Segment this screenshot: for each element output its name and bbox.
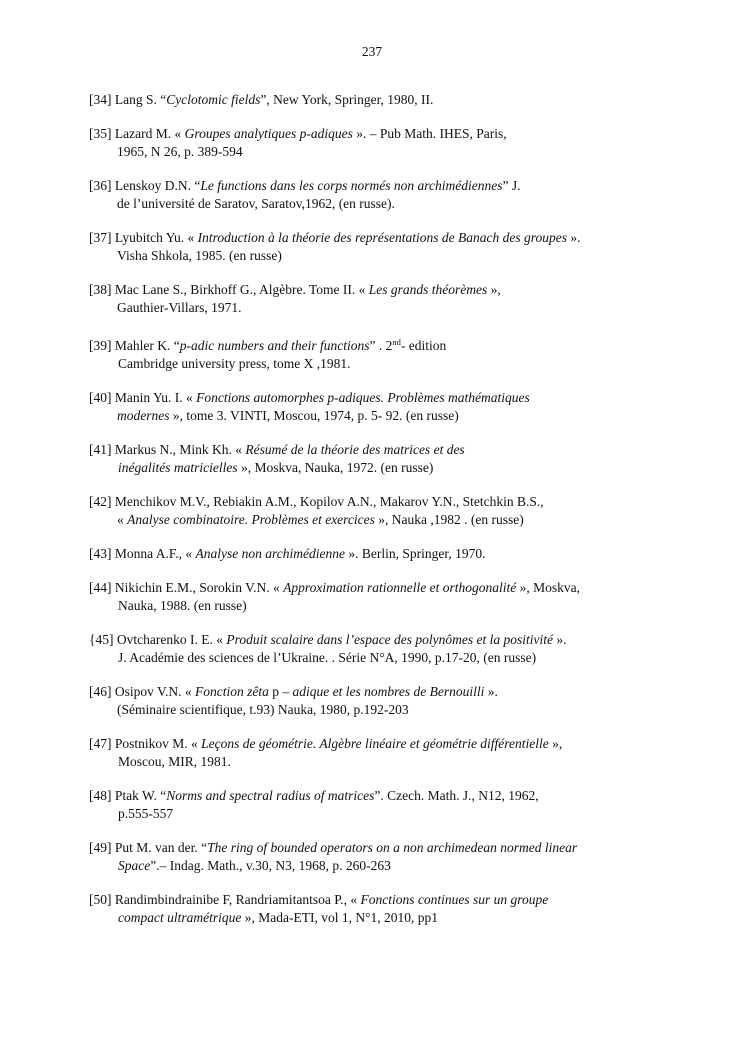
reference-line bbox=[89, 355, 689, 373]
reference-text: », Mada-ETI, vol 1, N°1, 2010, pp1 bbox=[241, 910, 438, 925]
reference-text: [35] Lazard M. « bbox=[89, 126, 185, 141]
reference-text: Gauthier-Villars, 1971. bbox=[117, 300, 242, 315]
reference-line bbox=[89, 459, 689, 477]
reference-text: 1965, N 26, p. 389-594 bbox=[117, 144, 243, 159]
reference-line bbox=[89, 787, 689, 805]
reference-line bbox=[89, 229, 689, 247]
reference-line bbox=[89, 333, 689, 355]
reference-entry-39 bbox=[89, 333, 689, 373]
reference-entry-49 bbox=[89, 839, 689, 875]
reference-text: [42] Menchikov M.V., Rebiakin A.M., Kopilov A.N., Makarov Y.N., Stetchkin B.S., bbox=[89, 494, 544, 509]
reference-text: p.555-557 bbox=[118, 806, 174, 821]
reference-line bbox=[89, 389, 689, 407]
reference-text: ” J. bbox=[502, 178, 521, 193]
reference-text: [44] Nikichin E.M., Sorokin V.N. « bbox=[89, 580, 284, 595]
reference-text: », bbox=[487, 282, 501, 297]
reference-line bbox=[89, 891, 689, 909]
reference-line bbox=[89, 247, 689, 265]
reference-entry-37 bbox=[89, 229, 689, 265]
reference-text: », Moskva, Nauka, 1972. (en russe) bbox=[237, 460, 434, 475]
reference-entry-41 bbox=[89, 441, 689, 477]
reference-text: [36] Lenskoy D.N. “ bbox=[89, 178, 201, 193]
reference-title-text: p-adic numbers and their functions bbox=[179, 338, 370, 353]
reference-text: », Nauka ,1982 . (en russe) bbox=[374, 512, 524, 527]
reference-title-text: Le functions dans les corps normés non archimédiennes bbox=[200, 178, 503, 193]
reference-text: [39] Mahler K. “ bbox=[89, 338, 180, 353]
reference-title-text: Introduction à la théorie des représentations de Banach des groupes bbox=[197, 230, 567, 245]
reference-title-text: inégalités matricielles bbox=[118, 460, 238, 475]
reference-text: nd bbox=[392, 337, 401, 347]
reference-title-text: The ring of bounded operators on a non archimedean normed linear bbox=[207, 840, 578, 855]
reference-text: ” . 2 bbox=[369, 338, 393, 353]
reference-title-text: Cyclotomic fields bbox=[166, 92, 261, 107]
reference-line bbox=[89, 545, 689, 563]
reference-title-text: Analyse non archimédienne bbox=[195, 546, 346, 561]
reference-title-text: Les grands théorèmes bbox=[368, 282, 488, 297]
reference-text: Nauka, 1988. (en russe) bbox=[118, 598, 247, 613]
reference-text: », tome 3. VINTI, Moscou, 1974, p. 5- 92. (en russe) bbox=[169, 408, 459, 423]
reference-text: [41] Markus N., Mink Kh. « bbox=[89, 442, 246, 457]
reference-text: [38] Mac Lane S., Birkhoff G., Algèbre. Tome II. « bbox=[89, 282, 369, 297]
reference-line bbox=[89, 195, 689, 213]
reference-text: ». bbox=[484, 684, 498, 699]
reference-entry-48 bbox=[89, 787, 689, 823]
reference-text: p – bbox=[272, 684, 293, 699]
reference-line bbox=[89, 299, 689, 317]
reference-entry-44 bbox=[89, 579, 689, 615]
reference-text: Visha Shkola, 1985. (en russe) bbox=[117, 248, 282, 263]
reference-text: [49] Put M. van der. “ bbox=[89, 840, 208, 855]
reference-line bbox=[89, 649, 689, 667]
reference-entry-50 bbox=[89, 891, 689, 927]
reference-entry-34 bbox=[89, 91, 689, 109]
reference-text: {45] Ovtcharenko I. E. « bbox=[89, 632, 227, 647]
reference-line bbox=[89, 735, 689, 753]
reference-text: », bbox=[548, 736, 563, 751]
reference-text: ”, New York, Springer, 1980, II. bbox=[260, 92, 434, 107]
reference-text: [40] Manin Yu. I. « bbox=[89, 390, 197, 405]
reference-entry-36 bbox=[89, 177, 689, 213]
reference-entry-47 bbox=[89, 735, 689, 771]
reference-text: [48] Ptak W. “ bbox=[89, 788, 167, 803]
reference-entry-38 bbox=[89, 281, 689, 317]
reference-line bbox=[89, 597, 689, 615]
reference-line bbox=[89, 125, 689, 143]
reference-text: Cambridge university press, tome X ,1981. bbox=[118, 356, 351, 371]
reference-text: [34] Lang S. “ bbox=[89, 92, 167, 107]
reference-title-text: compact ultramétrique bbox=[118, 910, 242, 925]
reference-text: ». bbox=[566, 230, 581, 245]
reference-line bbox=[89, 511, 689, 529]
reference-text: de l’université de Saratov, Saratov,1962, (en russe). bbox=[117, 196, 395, 211]
reference-line bbox=[89, 177, 689, 195]
reference-entry-45 bbox=[89, 631, 689, 667]
reference-line bbox=[89, 753, 689, 771]
reference-line bbox=[89, 805, 689, 823]
reference-line bbox=[89, 493, 689, 511]
reference-text: [43] Monna A.F., « bbox=[89, 546, 196, 561]
reference-text: [46] Osipov V.N. « bbox=[89, 684, 196, 699]
reference-text: - edition bbox=[400, 338, 447, 353]
reference-line bbox=[89, 857, 689, 875]
reference-text: ”. Czech. Math. J., N12, 1962, bbox=[374, 788, 539, 803]
reference-title-text: Norms and spectral radius of matrices bbox=[166, 788, 375, 803]
reference-list bbox=[89, 91, 689, 943]
reference-text: (Séminaire scientifique, t.93) Nauka, 1980, p.192-203 bbox=[117, 702, 409, 717]
reference-title-text: Analyse combinatoire. Problèmes et exercices bbox=[127, 512, 375, 527]
reference-title-text: Produit scalaire dans l’espace des polynômes et la positivité bbox=[226, 632, 554, 647]
reference-line bbox=[89, 839, 689, 857]
reference-title-text: Leçons de géométrie. Algèbre linéaire et géométrie différentielle bbox=[201, 736, 549, 751]
reference-text: Moscou, MIR, 1981. bbox=[118, 754, 231, 769]
reference-text: ». Berlin, Springer, 1970. bbox=[345, 546, 486, 561]
reference-text: ». bbox=[553, 632, 567, 647]
reference-entry-35 bbox=[89, 125, 689, 161]
reference-line bbox=[89, 909, 689, 927]
reference-entry-46 bbox=[89, 683, 689, 719]
reference-line bbox=[89, 631, 689, 649]
reference-title-text: Space bbox=[118, 858, 151, 873]
reference-line bbox=[89, 683, 689, 701]
reference-entry-40 bbox=[89, 389, 689, 425]
reference-title-text: Fonctions continues sur un groupe bbox=[360, 892, 549, 907]
reference-line bbox=[89, 441, 689, 459]
reference-title-text: Fonctions automorphes p-adiques. Problèmes mathématiques bbox=[196, 390, 530, 405]
reference-title-text: Groupes analytiques p-adiques bbox=[184, 126, 353, 141]
reference-text: [37] Lyubitch Yu. « bbox=[89, 230, 198, 245]
reference-title-text: Fonction zêta bbox=[195, 684, 273, 699]
reference-line bbox=[89, 281, 689, 299]
reference-text: [47] Postnikov M. « bbox=[89, 736, 202, 751]
reference-title-text: Approximation rationnelle et orthogonalité bbox=[283, 580, 517, 595]
reference-title-text: modernes bbox=[117, 408, 170, 423]
reference-line bbox=[89, 701, 689, 719]
reference-entry-43 bbox=[89, 545, 689, 563]
reference-text: J. Académie des sciences de l’Ukraine. . Série N°A, 1990, p.17-20, (en russe) bbox=[118, 650, 537, 665]
reference-line bbox=[89, 407, 689, 425]
reference-text: », Moskva, bbox=[516, 580, 580, 595]
reference-title-text: adique et les nombres de Bernouilli bbox=[292, 684, 485, 699]
page-number: 237 bbox=[361, 44, 383, 59]
reference-line bbox=[89, 91, 689, 109]
reference-line bbox=[89, 143, 689, 161]
reference-title-text: Résumé de la théorie des matrices et des bbox=[245, 442, 465, 457]
reference-text: ». – Pub Math. IHES, Paris, bbox=[352, 126, 507, 141]
reference-text: [50] Randimbindrainibe F, Randriamitantsoa P., « bbox=[89, 892, 361, 907]
reference-line bbox=[89, 579, 689, 597]
reference-text: ”.– Indag. Math., v.30, N3, 1968, p. 260-263 bbox=[150, 858, 391, 873]
reference-text: « bbox=[117, 512, 128, 527]
reference-entry-42 bbox=[89, 493, 689, 529]
